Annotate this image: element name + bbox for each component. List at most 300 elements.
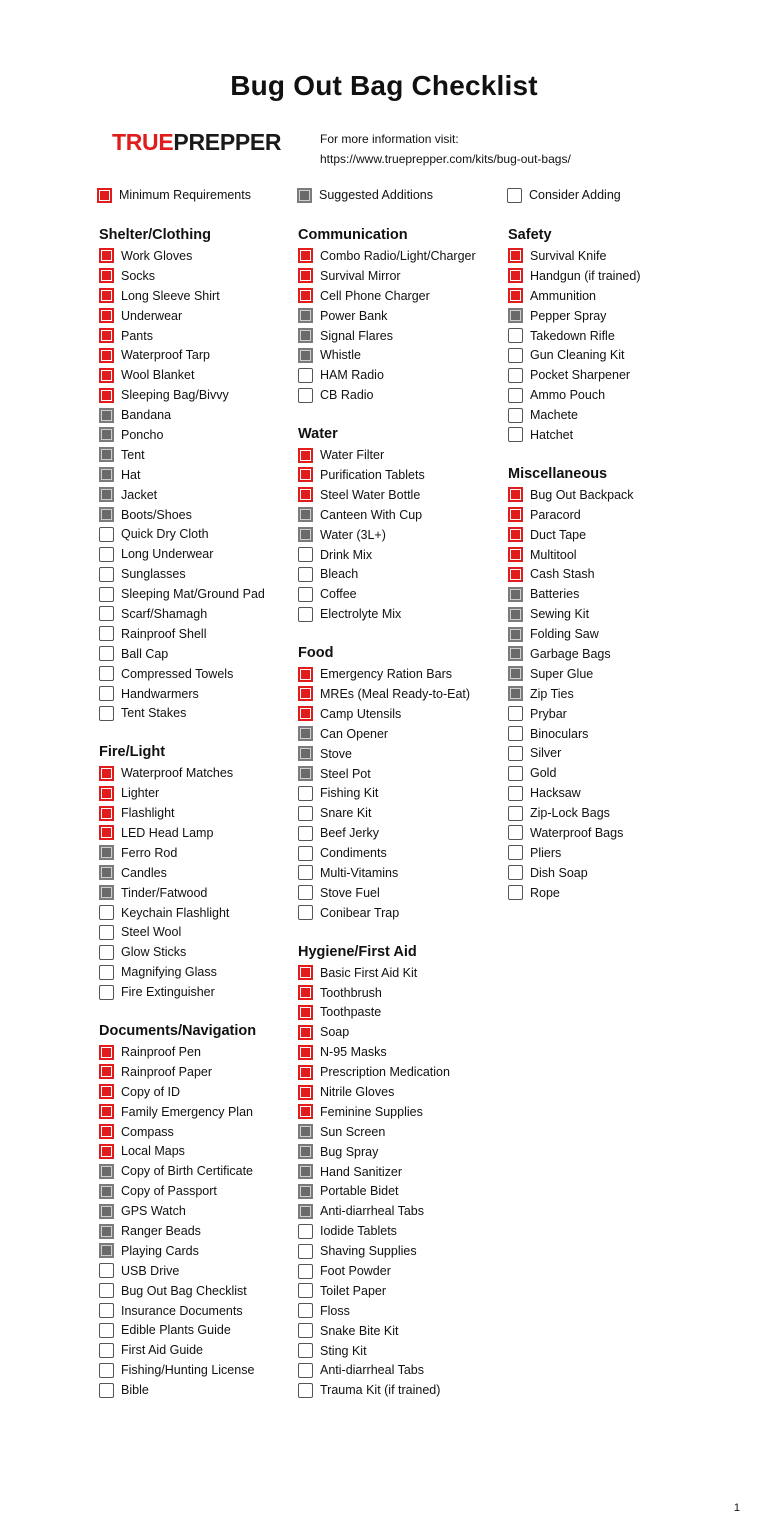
checklist-item[interactable] xyxy=(298,485,498,505)
checkbox-icon[interactable] xyxy=(99,766,114,781)
checklist-item[interactable] xyxy=(99,1201,299,1221)
checkbox-icon[interactable] xyxy=(298,328,313,343)
checklist-item[interactable] xyxy=(99,465,299,485)
checkbox-icon[interactable] xyxy=(508,547,523,562)
checklist-item[interactable] xyxy=(298,664,498,684)
checkbox-icon[interactable] xyxy=(508,646,523,661)
checklist-column-3 xyxy=(508,225,708,922)
checklist-item[interactable] xyxy=(99,803,299,823)
checkbox-icon[interactable] xyxy=(298,1065,313,1080)
checklist-item[interactable] xyxy=(99,1221,299,1241)
checklist-item[interactable] xyxy=(99,1181,299,1201)
checkbox-icon[interactable] xyxy=(298,726,313,741)
checklist-item[interactable] xyxy=(99,703,299,723)
checkbox-icon[interactable] xyxy=(298,1164,313,1179)
checkbox-icon[interactable] xyxy=(298,1264,313,1279)
checklist-item[interactable] xyxy=(298,1201,498,1221)
checkbox-icon[interactable] xyxy=(99,885,114,900)
checkbox-icon[interactable] xyxy=(99,288,114,303)
checklist-item[interactable] xyxy=(508,624,708,644)
checkbox-icon[interactable] xyxy=(298,786,313,801)
checkbox-icon[interactable] xyxy=(298,1343,313,1358)
checklist-item[interactable] xyxy=(99,564,299,584)
checklist-item[interactable] xyxy=(298,1241,498,1261)
checkbox-icon[interactable] xyxy=(99,567,114,582)
checkbox-icon[interactable] xyxy=(99,1224,114,1239)
checkbox-icon[interactable] xyxy=(298,1005,313,1020)
checklist-item[interactable] xyxy=(298,963,498,983)
checkbox-icon[interactable] xyxy=(508,766,523,781)
checkbox-icon[interactable] xyxy=(99,845,114,860)
checklist-item[interactable] xyxy=(298,744,498,764)
checklist-item[interactable] xyxy=(508,365,708,385)
checklist-item-label: Handgun (if trained) xyxy=(530,268,641,283)
checkbox-icon[interactable] xyxy=(99,348,114,363)
checklist-item-label: Basic First Aid Kit xyxy=(320,965,418,980)
checkbox-icon[interactable] xyxy=(99,1104,114,1119)
checkbox-icon[interactable] xyxy=(508,348,523,363)
checklist-item[interactable] xyxy=(99,783,299,803)
checklist-item[interactable] xyxy=(508,684,708,704)
checklist-item[interactable] xyxy=(99,1281,299,1301)
checklist-item[interactable] xyxy=(298,1221,498,1241)
checkbox-icon[interactable] xyxy=(508,885,523,900)
checkbox-icon[interactable] xyxy=(508,806,523,821)
checklist-item[interactable] xyxy=(298,823,498,843)
checklist-item[interactable] xyxy=(99,306,299,326)
checklist-item[interactable] xyxy=(298,764,498,784)
checklist-item[interactable] xyxy=(298,604,498,624)
checklist-item[interactable] xyxy=(298,1162,498,1182)
checklist-item[interactable] xyxy=(508,286,708,306)
checklist-item[interactable] xyxy=(99,664,299,684)
checkbox-icon[interactable] xyxy=(99,806,114,821)
checkbox-icon[interactable] xyxy=(298,388,313,403)
checklist-item[interactable] xyxy=(99,385,299,405)
checklist-item-label: Family Emergency Plan xyxy=(121,1104,253,1119)
checklist-item[interactable] xyxy=(508,425,708,445)
checkbox-icon[interactable] xyxy=(99,388,114,403)
checkbox-icon[interactable] xyxy=(99,268,114,283)
checkbox-icon[interactable] xyxy=(99,606,114,621)
checklist-item[interactable] xyxy=(298,783,498,803)
checklist-item[interactable] xyxy=(99,505,299,525)
checklist-item[interactable] xyxy=(508,306,708,326)
checklist-item[interactable] xyxy=(298,1102,498,1122)
checklist-item[interactable] xyxy=(298,365,498,385)
checkbox-icon[interactable] xyxy=(99,1243,114,1258)
checkbox-icon[interactable] xyxy=(298,1283,313,1298)
checkbox-icon[interactable] xyxy=(99,825,114,840)
checklist-item[interactable] xyxy=(298,1082,498,1102)
checklist-item[interactable] xyxy=(99,1321,299,1341)
checkbox-icon[interactable] xyxy=(99,308,114,323)
checklist-item[interactable] xyxy=(298,684,498,704)
checklist-item[interactable] xyxy=(298,445,498,465)
checklist-item[interactable] xyxy=(298,584,498,604)
checklist-item[interactable] xyxy=(298,326,498,346)
checkbox-icon[interactable] xyxy=(298,288,313,303)
checkbox-icon[interactable] xyxy=(508,268,523,283)
checkbox-icon[interactable] xyxy=(298,368,313,383)
checkbox-icon[interactable] xyxy=(99,925,114,940)
checklist-item[interactable] xyxy=(508,664,708,684)
checkbox-icon[interactable] xyxy=(298,1124,313,1139)
checklist-item[interactable] xyxy=(508,724,708,744)
checkbox-icon[interactable] xyxy=(298,1383,313,1398)
checkbox-icon[interactable] xyxy=(508,786,523,801)
checkbox-icon[interactable] xyxy=(508,666,523,681)
checklist-item[interactable] xyxy=(298,1122,498,1142)
checklist-item[interactable] xyxy=(99,1340,299,1360)
checkbox-icon[interactable] xyxy=(298,1045,313,1060)
checkbox-icon[interactable] xyxy=(99,706,114,721)
checklist-item[interactable] xyxy=(298,1182,498,1202)
checklist-item[interactable] xyxy=(99,1261,299,1281)
checklist-item[interactable] xyxy=(508,345,708,365)
checkbox-icon[interactable] xyxy=(298,1144,313,1159)
checklist-item[interactable] xyxy=(99,1161,299,1181)
checklist-item[interactable] xyxy=(508,545,708,565)
checkbox-icon[interactable] xyxy=(298,846,313,861)
checkbox-icon[interactable] xyxy=(298,766,313,781)
checklist-item[interactable] xyxy=(298,1281,498,1301)
checklist-item[interactable] xyxy=(99,1360,299,1380)
checklist-item[interactable] xyxy=(298,903,498,923)
checkbox-icon[interactable] xyxy=(508,527,523,542)
checklist-item[interactable] xyxy=(99,1062,299,1082)
checkbox-icon[interactable] xyxy=(298,527,313,542)
checklist-item-label: Magnifying Glass xyxy=(121,965,217,980)
checklist-item[interactable] xyxy=(99,1082,299,1102)
checklist-item[interactable] xyxy=(99,883,299,903)
checklist-item[interactable] xyxy=(508,246,708,266)
checkbox-icon[interactable] xyxy=(298,248,313,263)
checklist-item[interactable] xyxy=(508,485,708,505)
checkbox-icon[interactable] xyxy=(508,746,523,761)
checkbox-icon[interactable] xyxy=(508,408,523,423)
checklist-item[interactable] xyxy=(298,803,498,823)
checklist-item[interactable] xyxy=(508,783,708,803)
checklist-item[interactable] xyxy=(298,1042,498,1062)
checklist-item-label: Ranger Beads xyxy=(121,1224,201,1239)
checkbox-icon[interactable] xyxy=(508,607,523,622)
checklist-item-label: Portable Bidet xyxy=(320,1184,399,1199)
checklist-item[interactable] xyxy=(99,1042,299,1062)
checkbox-icon[interactable] xyxy=(99,1124,114,1139)
checkbox-icon[interactable] xyxy=(99,1323,114,1338)
checklist-item[interactable] xyxy=(99,445,299,465)
checklist-item[interactable] xyxy=(298,246,498,266)
checkbox-icon[interactable] xyxy=(298,1224,313,1239)
checkbox-icon[interactable] xyxy=(99,1303,114,1318)
checklist-item[interactable] xyxy=(508,863,708,883)
checklist-item-label: Long Sleeve Shirt xyxy=(121,288,220,303)
checklist-item-label: N-95 Masks xyxy=(320,1045,387,1060)
checklist-item[interactable] xyxy=(99,644,299,664)
checkbox-icon[interactable] xyxy=(298,885,313,900)
checklist-item-label: Coffee xyxy=(320,587,357,602)
checkbox-icon[interactable] xyxy=(298,507,313,522)
checklist-item[interactable] xyxy=(99,1301,299,1321)
checkbox-icon[interactable] xyxy=(298,1025,313,1040)
checkbox-icon[interactable] xyxy=(298,487,313,502)
checklist-item-label: Steel Pot xyxy=(320,766,371,781)
checkbox-icon[interactable] xyxy=(99,487,114,502)
checklist-item-label: MREs (Meal Ready-to-Eat) xyxy=(320,686,471,701)
checklist-item[interactable] xyxy=(298,345,498,365)
checklist-item[interactable] xyxy=(99,903,299,923)
checkbox-icon[interactable] xyxy=(298,1363,313,1378)
checkbox-icon[interactable] xyxy=(298,607,313,622)
checklist-item[interactable] xyxy=(298,1321,498,1341)
checkbox-icon[interactable] xyxy=(99,646,114,661)
checklist-item-label: Rainproof Paper xyxy=(121,1064,213,1079)
checkbox-icon[interactable] xyxy=(298,448,313,463)
checkbox-icon[interactable] xyxy=(298,965,313,980)
checkbox-icon[interactable] xyxy=(298,467,313,482)
checklist-item[interactable] xyxy=(99,1122,299,1142)
checklist-item[interactable] xyxy=(99,823,299,843)
checkbox-icon[interactable] xyxy=(99,905,114,920)
checklist-item[interactable] xyxy=(99,863,299,883)
checkbox-icon[interactable] xyxy=(298,348,313,363)
checklist-item[interactable] xyxy=(298,545,498,565)
checklist-item[interactable] xyxy=(508,823,708,843)
checklist-item[interactable] xyxy=(99,246,299,266)
checklist-item[interactable] xyxy=(508,385,708,405)
checkbox-icon[interactable] xyxy=(508,726,523,741)
checklist-item-label: Bible xyxy=(121,1383,149,1398)
checkbox-icon[interactable] xyxy=(99,368,114,383)
checkbox-icon[interactable] xyxy=(298,706,313,721)
checkbox-icon[interactable] xyxy=(99,447,114,462)
checkbox-icon[interactable] xyxy=(99,1363,114,1378)
checkbox-icon[interactable] xyxy=(99,1184,114,1199)
checklist-item[interactable] xyxy=(298,505,498,525)
checkbox-icon[interactable] xyxy=(298,567,313,582)
checklist-item[interactable] xyxy=(99,962,299,982)
checklist-item[interactable] xyxy=(298,465,498,485)
checkbox-icon[interactable] xyxy=(298,686,313,701)
checkbox-icon[interactable] xyxy=(508,328,523,343)
checkbox-icon[interactable] xyxy=(298,806,313,821)
checklist-item[interactable] xyxy=(99,843,299,863)
checklist-item-label: USB Drive xyxy=(121,1263,180,1278)
checklist-item-label: Cell Phone Charger xyxy=(320,288,430,303)
checklist-item[interactable] xyxy=(298,1062,498,1082)
checklist-item[interactable] xyxy=(508,843,708,863)
checklist-item-label: Tent xyxy=(121,447,145,462)
checklist-item[interactable] xyxy=(99,345,299,365)
checklist-item[interactable] xyxy=(99,524,299,544)
checkbox-icon[interactable] xyxy=(298,1085,313,1100)
checklist-item[interactable] xyxy=(99,405,299,425)
checkbox-icon[interactable] xyxy=(99,467,114,482)
checkbox-icon[interactable] xyxy=(99,965,114,980)
checkbox-icon[interactable] xyxy=(99,328,114,343)
checkbox-icon[interactable] xyxy=(298,587,313,602)
checkbox-icon[interactable] xyxy=(99,248,114,263)
checkbox-icon[interactable] xyxy=(99,1164,114,1179)
checkbox-icon[interactable] xyxy=(298,268,313,283)
checkbox-icon[interactable] xyxy=(99,666,114,681)
checklist-item[interactable] xyxy=(298,863,498,883)
checklist-item[interactable] xyxy=(298,1361,498,1381)
checklist-item[interactable] xyxy=(508,584,708,604)
checklist-item[interactable] xyxy=(99,684,299,704)
checklist-item[interactable] xyxy=(99,584,299,604)
checklist-item[interactable] xyxy=(298,983,498,1003)
checklist-item[interactable] xyxy=(508,763,708,783)
checkbox-icon[interactable] xyxy=(99,985,114,1000)
checkbox-icon[interactable] xyxy=(99,626,114,641)
checklist-item[interactable] xyxy=(99,326,299,346)
checkbox-icon[interactable] xyxy=(298,1323,313,1338)
checkbox-icon[interactable] xyxy=(99,865,114,880)
checkbox-icon[interactable] xyxy=(298,985,313,1000)
checklist-item[interactable] xyxy=(508,564,708,584)
checklist-item[interactable] xyxy=(508,704,708,724)
checkbox-icon[interactable] xyxy=(99,1263,114,1278)
checkbox-icon[interactable] xyxy=(508,567,523,582)
checklist-item[interactable] xyxy=(508,644,708,664)
checkbox-icon[interactable] xyxy=(508,825,523,840)
checklist-item[interactable] xyxy=(508,604,708,624)
checklist-item-label: Copy of Passport xyxy=(121,1184,217,1199)
checklist-item[interactable] xyxy=(99,286,299,306)
checklist-item[interactable] xyxy=(99,604,299,624)
checkbox-icon[interactable] xyxy=(99,945,114,960)
checkbox-icon[interactable] xyxy=(99,686,114,701)
checkbox-icon[interactable] xyxy=(99,527,114,542)
checkbox-icon[interactable] xyxy=(508,288,523,303)
checkbox-icon[interactable] xyxy=(508,248,523,263)
checkbox-icon[interactable] xyxy=(508,845,523,860)
checklist-item[interactable] xyxy=(508,266,708,286)
checkbox-icon[interactable] xyxy=(298,1184,313,1199)
checklist-item[interactable] xyxy=(99,544,299,564)
checkbox-icon[interactable] xyxy=(99,1343,114,1358)
checkbox-icon[interactable] xyxy=(298,1244,313,1259)
checkbox-icon[interactable] xyxy=(99,1084,114,1099)
checkbox-icon[interactable] xyxy=(99,427,114,442)
checklist-item[interactable] xyxy=(298,306,498,326)
checklist-item[interactable] xyxy=(298,266,498,286)
checklist-item[interactable] xyxy=(298,1341,498,1361)
checkbox-icon[interactable] xyxy=(508,368,523,383)
checkbox-icon[interactable] xyxy=(508,706,523,721)
checklist-item[interactable] xyxy=(298,1301,498,1321)
checkbox-icon[interactable] xyxy=(298,308,313,323)
checklist-item[interactable] xyxy=(298,843,498,863)
checkbox-icon[interactable] xyxy=(298,865,313,880)
checklist-item-label: Paracord xyxy=(530,507,581,522)
checkbox-icon[interactable] xyxy=(298,1204,313,1219)
checkbox-icon[interactable] xyxy=(99,1144,114,1159)
checkbox-icon[interactable] xyxy=(508,865,523,880)
checkbox-icon[interactable] xyxy=(508,388,523,403)
checkbox-icon[interactable] xyxy=(99,547,114,562)
checklist-item-label: Condiments xyxy=(320,846,387,861)
checklist-item[interactable] xyxy=(298,1261,498,1281)
checklist-item[interactable] xyxy=(99,425,299,445)
checklist-item[interactable] xyxy=(99,266,299,286)
checkbox-icon[interactable] xyxy=(99,587,114,602)
checklist-item[interactable] xyxy=(508,525,708,545)
checkbox-icon[interactable] xyxy=(508,308,523,323)
checklist-item[interactable] xyxy=(508,505,708,525)
checklist-item[interactable] xyxy=(99,1102,299,1122)
checkbox-icon[interactable] xyxy=(298,1303,313,1318)
checklist-item[interactable] xyxy=(298,525,498,545)
checklist-item[interactable] xyxy=(99,1380,299,1400)
checkbox-icon[interactable] xyxy=(99,1045,114,1060)
checklist-item[interactable] xyxy=(298,1003,498,1023)
checkbox-icon[interactable] xyxy=(298,547,313,562)
checklist-item-label: HAM Radio xyxy=(320,368,384,383)
checklist-item[interactable] xyxy=(298,385,498,405)
checklist-item[interactable] xyxy=(99,1142,299,1162)
checklist-item[interactable] xyxy=(99,763,299,783)
checklist-item[interactable] xyxy=(298,564,498,584)
checklist-item-label: Purification Tablets xyxy=(320,467,425,482)
checkbox-icon[interactable] xyxy=(508,686,523,701)
checklist-item[interactable] xyxy=(298,286,498,306)
checklist-item-label: Duct Tape xyxy=(530,527,587,542)
checkbox-icon[interactable] xyxy=(508,427,523,442)
checklist-item[interactable] xyxy=(298,724,498,744)
checklist-item[interactable] xyxy=(298,704,498,724)
checklist-item[interactable] xyxy=(298,1022,498,1042)
checkbox-icon[interactable] xyxy=(298,746,313,761)
checklist-item[interactable] xyxy=(508,883,708,903)
checkbox-icon[interactable] xyxy=(298,667,313,682)
checklist-item[interactable] xyxy=(508,405,708,425)
checklist-item-label: Prescription Medication xyxy=(320,1065,450,1080)
checklist-item[interactable] xyxy=(298,883,498,903)
checkbox-icon[interactable] xyxy=(508,627,523,642)
checkbox-icon[interactable] xyxy=(99,1064,114,1079)
checklist-item[interactable] xyxy=(508,803,708,823)
checkbox-icon[interactable] xyxy=(99,1283,114,1298)
checklist-item[interactable] xyxy=(99,1241,299,1261)
checkbox-icon[interactable] xyxy=(508,507,523,522)
checklist-item[interactable] xyxy=(99,942,299,962)
checklist-item[interactable] xyxy=(99,485,299,505)
info-link[interactable]: https://www.trueprepper.com/kits/bug-out-bags/ xyxy=(320,152,571,166)
checklist-item[interactable] xyxy=(298,1380,498,1400)
logo-part-true: TRUE xyxy=(112,129,174,155)
checkbox-icon[interactable] xyxy=(99,1204,114,1219)
checklist-item[interactable] xyxy=(99,923,299,943)
checkbox-icon[interactable] xyxy=(298,1104,313,1119)
checkbox-icon[interactable] xyxy=(99,408,114,423)
checklist-item[interactable] xyxy=(508,326,708,346)
checklist-item[interactable] xyxy=(298,1142,498,1162)
checkbox-icon[interactable] xyxy=(508,487,523,502)
checklist-item[interactable] xyxy=(508,743,708,763)
checkbox-icon[interactable] xyxy=(99,507,114,522)
checklist-item[interactable] xyxy=(99,624,299,644)
checkbox-icon[interactable] xyxy=(298,905,313,920)
checkbox-icon[interactable] xyxy=(508,587,523,602)
checklist-item[interactable] xyxy=(99,982,299,1002)
checkbox-icon[interactable] xyxy=(99,786,114,801)
checkbox-icon[interactable] xyxy=(298,826,313,841)
checklist-item[interactable] xyxy=(99,365,299,385)
checkbox-icon[interactable] xyxy=(99,1383,114,1398)
